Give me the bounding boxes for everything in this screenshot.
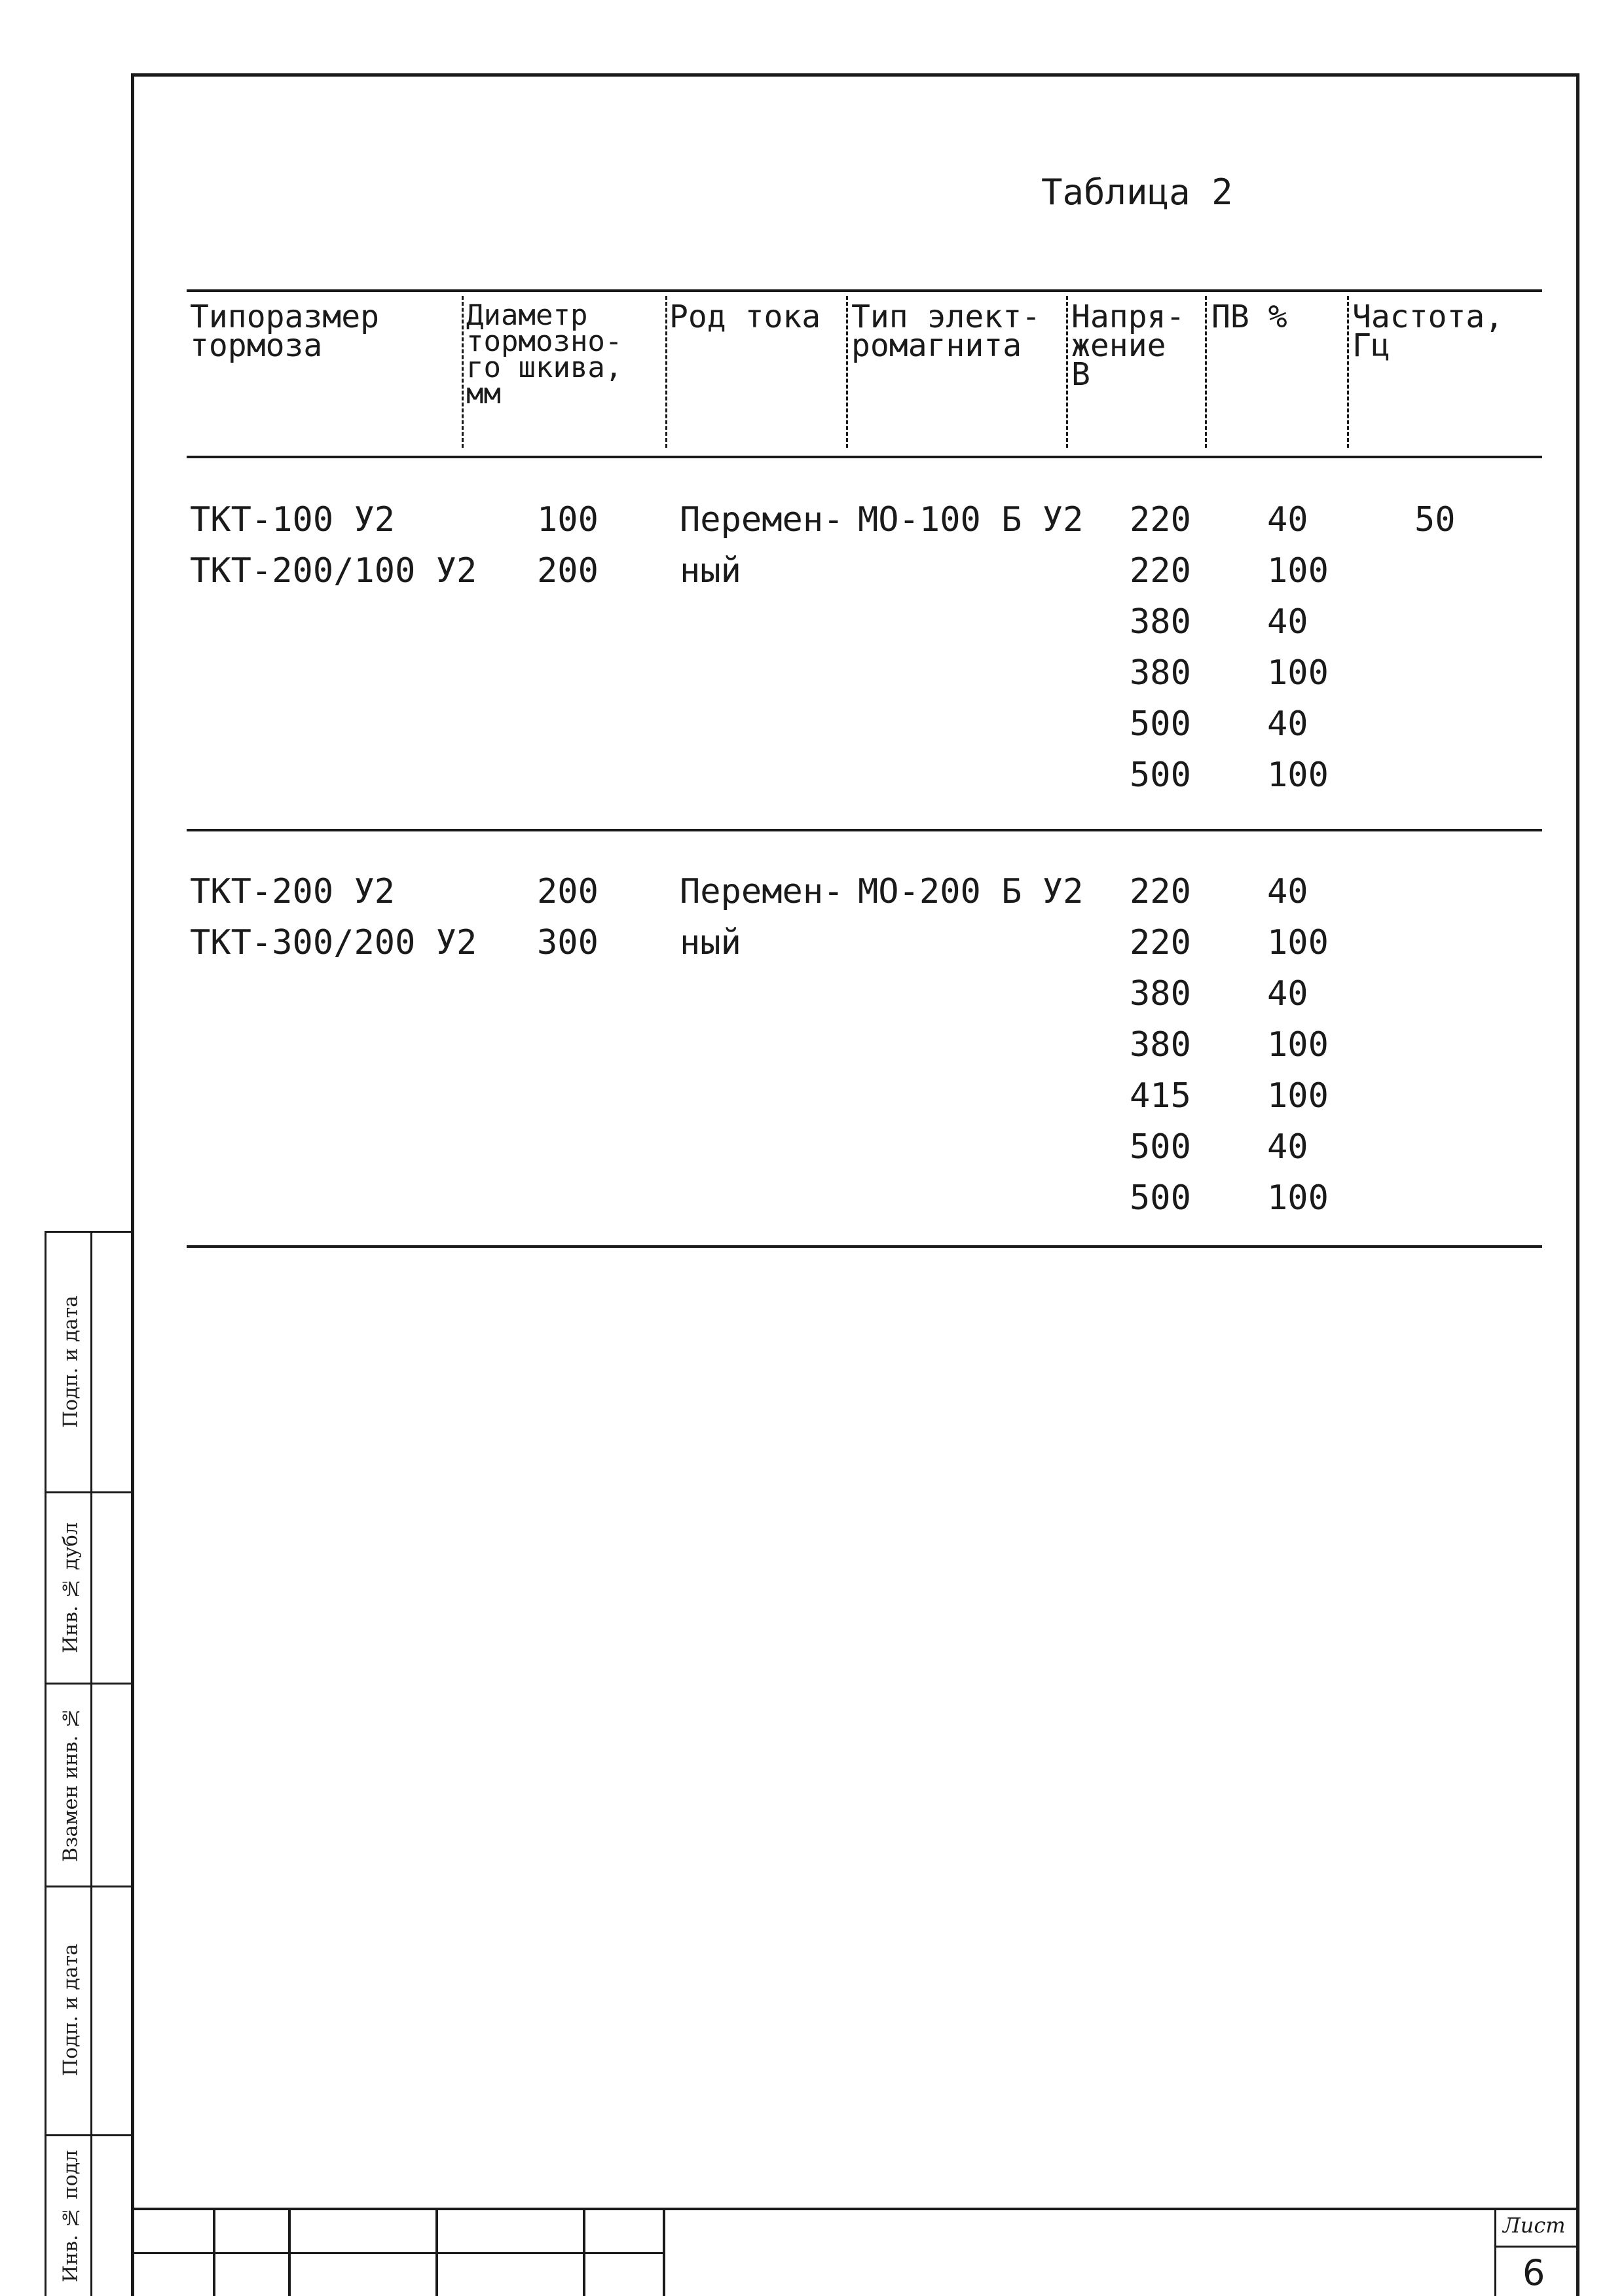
frequency-cell: 50 [1414,500,1456,539]
duty-cell: 100 [1267,653,1329,693]
size-cell: ТКТ-200 У2 [190,872,396,911]
voltage-cell: 500 [1130,704,1191,744]
voltage-cell: 220 [1130,872,1191,911]
title-block-divider [288,2208,291,2296]
voltage-cell: 220 [1130,551,1191,591]
frame-right-border [1576,73,1579,2296]
column-separator [1205,296,1207,448]
voltage-cell: 220 [1130,923,1191,962]
group-2-voltages [1130,866,1191,1224]
duty-cell: 40 [1267,974,1308,1013]
table-bottom-rule [187,1245,1542,1248]
group-1-duty [1267,494,1329,801]
sheet-label: Лист [1503,2213,1566,2238]
group-1-current: Перемен- ный [680,500,844,591]
header-current: Род тока [669,299,821,335]
frame-top-border [131,73,1579,77]
size-cell: ТКТ-200/100 У2 [190,551,477,591]
header-frequency: Частота, Гц [1352,299,1504,364]
title-block-top-rule [134,2208,1576,2210]
diameter-cell: 200 [537,872,599,911]
size-cell: ТКТ-100 У2 [190,500,396,539]
diameter-cell: 200 [537,551,599,591]
stamp-replace-inv: Взамен инв. № [59,1706,83,1862]
duty-cell: 40 [1267,500,1308,539]
header-voltage: Напря- жение В [1071,299,1185,393]
duty-cell: 40 [1267,602,1308,642]
size-cell: ТКТ-300/200 У2 [190,923,477,962]
group-1-sizes [190,494,477,596]
column-separator [462,296,464,448]
stamp-rule [45,1491,131,1493]
frame-left-border [131,73,134,2296]
group-1-magnet [858,494,1083,545]
group-2-current: Перемен- ный [680,872,844,962]
group-2-duty [1267,866,1329,1224]
voltage-cell: 500 [1130,756,1191,795]
group-1-voltages [1130,494,1191,801]
group-1-diameters [537,494,599,596]
title-block-divider [663,2208,665,2296]
margin-stamp [45,1231,131,2296]
duty-cell: 40 [1267,1127,1308,1167]
voltage-cell: 380 [1130,602,1191,642]
duty-cell: 40 [1267,704,1308,744]
header-size: Типоразмер тормоза [190,299,379,364]
header-bottom-rule [187,456,1542,458]
sheet-number-box [1494,2208,1578,2296]
column-separator [665,296,667,448]
sheet-number: 6 [1522,2252,1545,2293]
title-block-divider [435,2208,438,2296]
group-1-frequency [1414,494,1456,545]
stamp-rule [45,1683,131,1685]
table-top-rule [187,289,1542,292]
sheet-box-rule [1496,2246,1578,2248]
diameter-cell: 300 [537,923,599,962]
header-magnet: Тип элект- ромагнита [851,299,1041,364]
diameter-cell: 100 [537,500,599,539]
magnet-cell: МО-200 Б У2 [858,872,1084,911]
voltage-cell: 500 [1130,1127,1191,1167]
duty-cell: 100 [1267,1178,1329,1218]
duty-cell: 100 [1267,1076,1329,1116]
header-duty: ПВ % [1211,299,1287,335]
voltage-cell: 380 [1130,653,1191,693]
voltage-cell: 220 [1130,500,1191,539]
voltage-cell: 500 [1130,1178,1191,1218]
duty-cell: 40 [1267,872,1308,911]
column-separator [846,296,848,448]
stamp-rule [45,1231,131,1233]
voltage-cell: 380 [1130,1025,1191,1065]
duty-cell: 100 [1267,756,1329,795]
group-2-sizes [190,866,477,968]
title-block-divider [213,2208,215,2296]
magnet-cell: МО-100 Б У2 [858,500,1084,539]
stamp-rule [45,2134,131,2136]
stamp-sign-date-2: Подп. и дата [59,1943,83,2077]
group-2-diameters [537,866,599,968]
duty-cell: 100 [1267,551,1329,591]
stamp-dup-inv: Инв. № дубл [59,1522,83,1653]
stamp-sign-date-1: Подп. и дата [59,1295,83,1429]
header-diameter: Диаметр тормозно- го шкива, мм [466,299,623,410]
stamp-rule [45,1886,131,1887]
column-separator [1347,296,1349,448]
table-caption: Таблица 2 [1041,172,1233,213]
group-separator-rule [187,829,1542,831]
column-separator [1066,296,1068,448]
duty-cell: 100 [1267,1025,1329,1065]
title-block-divider [583,2208,585,2296]
stamp-orig-inv: Инв. № подл [59,2149,83,2283]
group-2-magnet [858,866,1083,917]
voltage-cell: 380 [1130,974,1191,1013]
voltage-cell: 415 [1130,1076,1191,1116]
duty-cell: 100 [1267,923,1329,962]
